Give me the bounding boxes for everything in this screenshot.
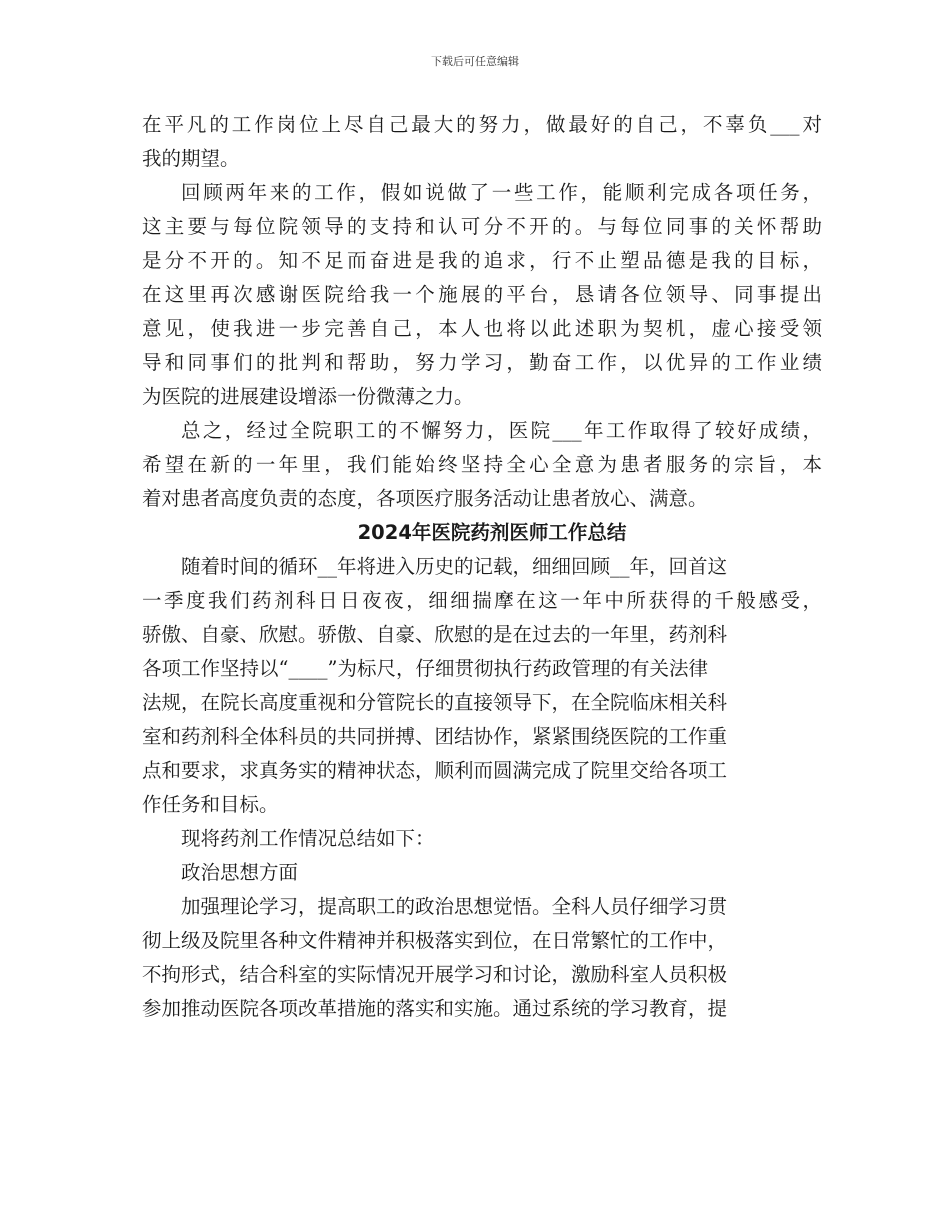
paragraph-line: 各项工作坚持以“____”为标尺，仔细贯彻执行药政管理的有关法律 (142, 657, 708, 680)
paragraph-line: 不拘形式，结合科室的实际情况开展学习和讨论，激励科室人员积极 (142, 963, 728, 986)
paragraph-line: 意见，使我进一步完善自己，本人也将以此述职为契机，虚心接受领 (142, 317, 822, 340)
section-heading: 政治思想方面 (181, 861, 299, 884)
paragraph-line: 法规，在院长高度重视和分管院长的直接领导下，在全院临床相关科 (142, 691, 728, 714)
paragraph-line: 室和药剂科全体科员的共同拼搏、团结协作，紧紧围绕医院的工作重 (142, 725, 728, 748)
paragraph-line: 着对患者高度负责的态度，各项医疗服务活动让患者放心、满意。 (142, 487, 708, 510)
paragraph-line: 骄傲、自豪、欣慰。骄傲、自豪、欣慰的是在过去的一年里，药剂科 (142, 623, 728, 646)
paragraph-line: 一季度我们药剂科日日夜夜，细细揣摩在这一年中所获得的千般感受， (142, 589, 822, 612)
paragraph-line: 总之，经过全院职工的不懈努力，医院___年工作取得了较好成绩， (181, 419, 822, 442)
paragraph-line: 回顾两年来的工作，假如说做了一些工作，能顺利完成各项任务， (181, 181, 822, 204)
page-header: 下载后可任意编辑 (431, 55, 519, 68)
paragraph-line: 希望在新的一年里，我们能始终坚持全心全意为患者服务的宗旨，本 (142, 453, 822, 476)
paragraph-line: 随着时间的循环__年将进入历史的记载，细细回顾__年，回首这 (181, 555, 728, 578)
paragraph-line: 是分不开的。知不足而奋进是我的追求，行不止塑品德是我的目标， (142, 249, 822, 272)
paragraph-line: 现将药剂工作情况总结如下： (181, 827, 435, 850)
paragraph-line: 加强理论学习，提高职工的政治思想觉悟。全科人员仔细学习贯 (181, 895, 728, 918)
paragraph-line: 我的期望。 (142, 147, 240, 170)
paragraph-line: 点和要求，求真务实的精神状态，顺利而圆满完成了院里交给各项工 (142, 759, 728, 782)
paragraph-line: 彻上级及院里各种文件精神并积极落实到位，在日常繁忙的工作中， (142, 929, 728, 952)
paragraph-line: 参加推动医院各项改革措施的落实和实施。通过系统的学习教育，提 (142, 997, 728, 1020)
paragraph-line: 作任务和目标。 (142, 793, 279, 816)
paragraph-line: 这主要与每位院领导的支持和认可分不开的。与每位同事的关怀帮助 (142, 215, 822, 238)
paragraph-line: 在这里再次感谢医院给我一个施展的平台，恳请各位领导、同事提出 (142, 283, 822, 306)
paragraph-line: 在平凡的工作岗位上尽自己最大的努力，做最好的自己，不辜负___对 (142, 113, 822, 136)
paragraph-line: 导和同事们的批判和帮助，努力学习，勤奋工作，以优异的工作业绩 (142, 351, 822, 374)
paragraph-line: 为医院的进展建设增添一份微薄之力。 (142, 385, 474, 408)
document-title: 2024年医院药剂医师工作总结 (357, 521, 627, 544)
document-body (142, 108, 822, 1026)
